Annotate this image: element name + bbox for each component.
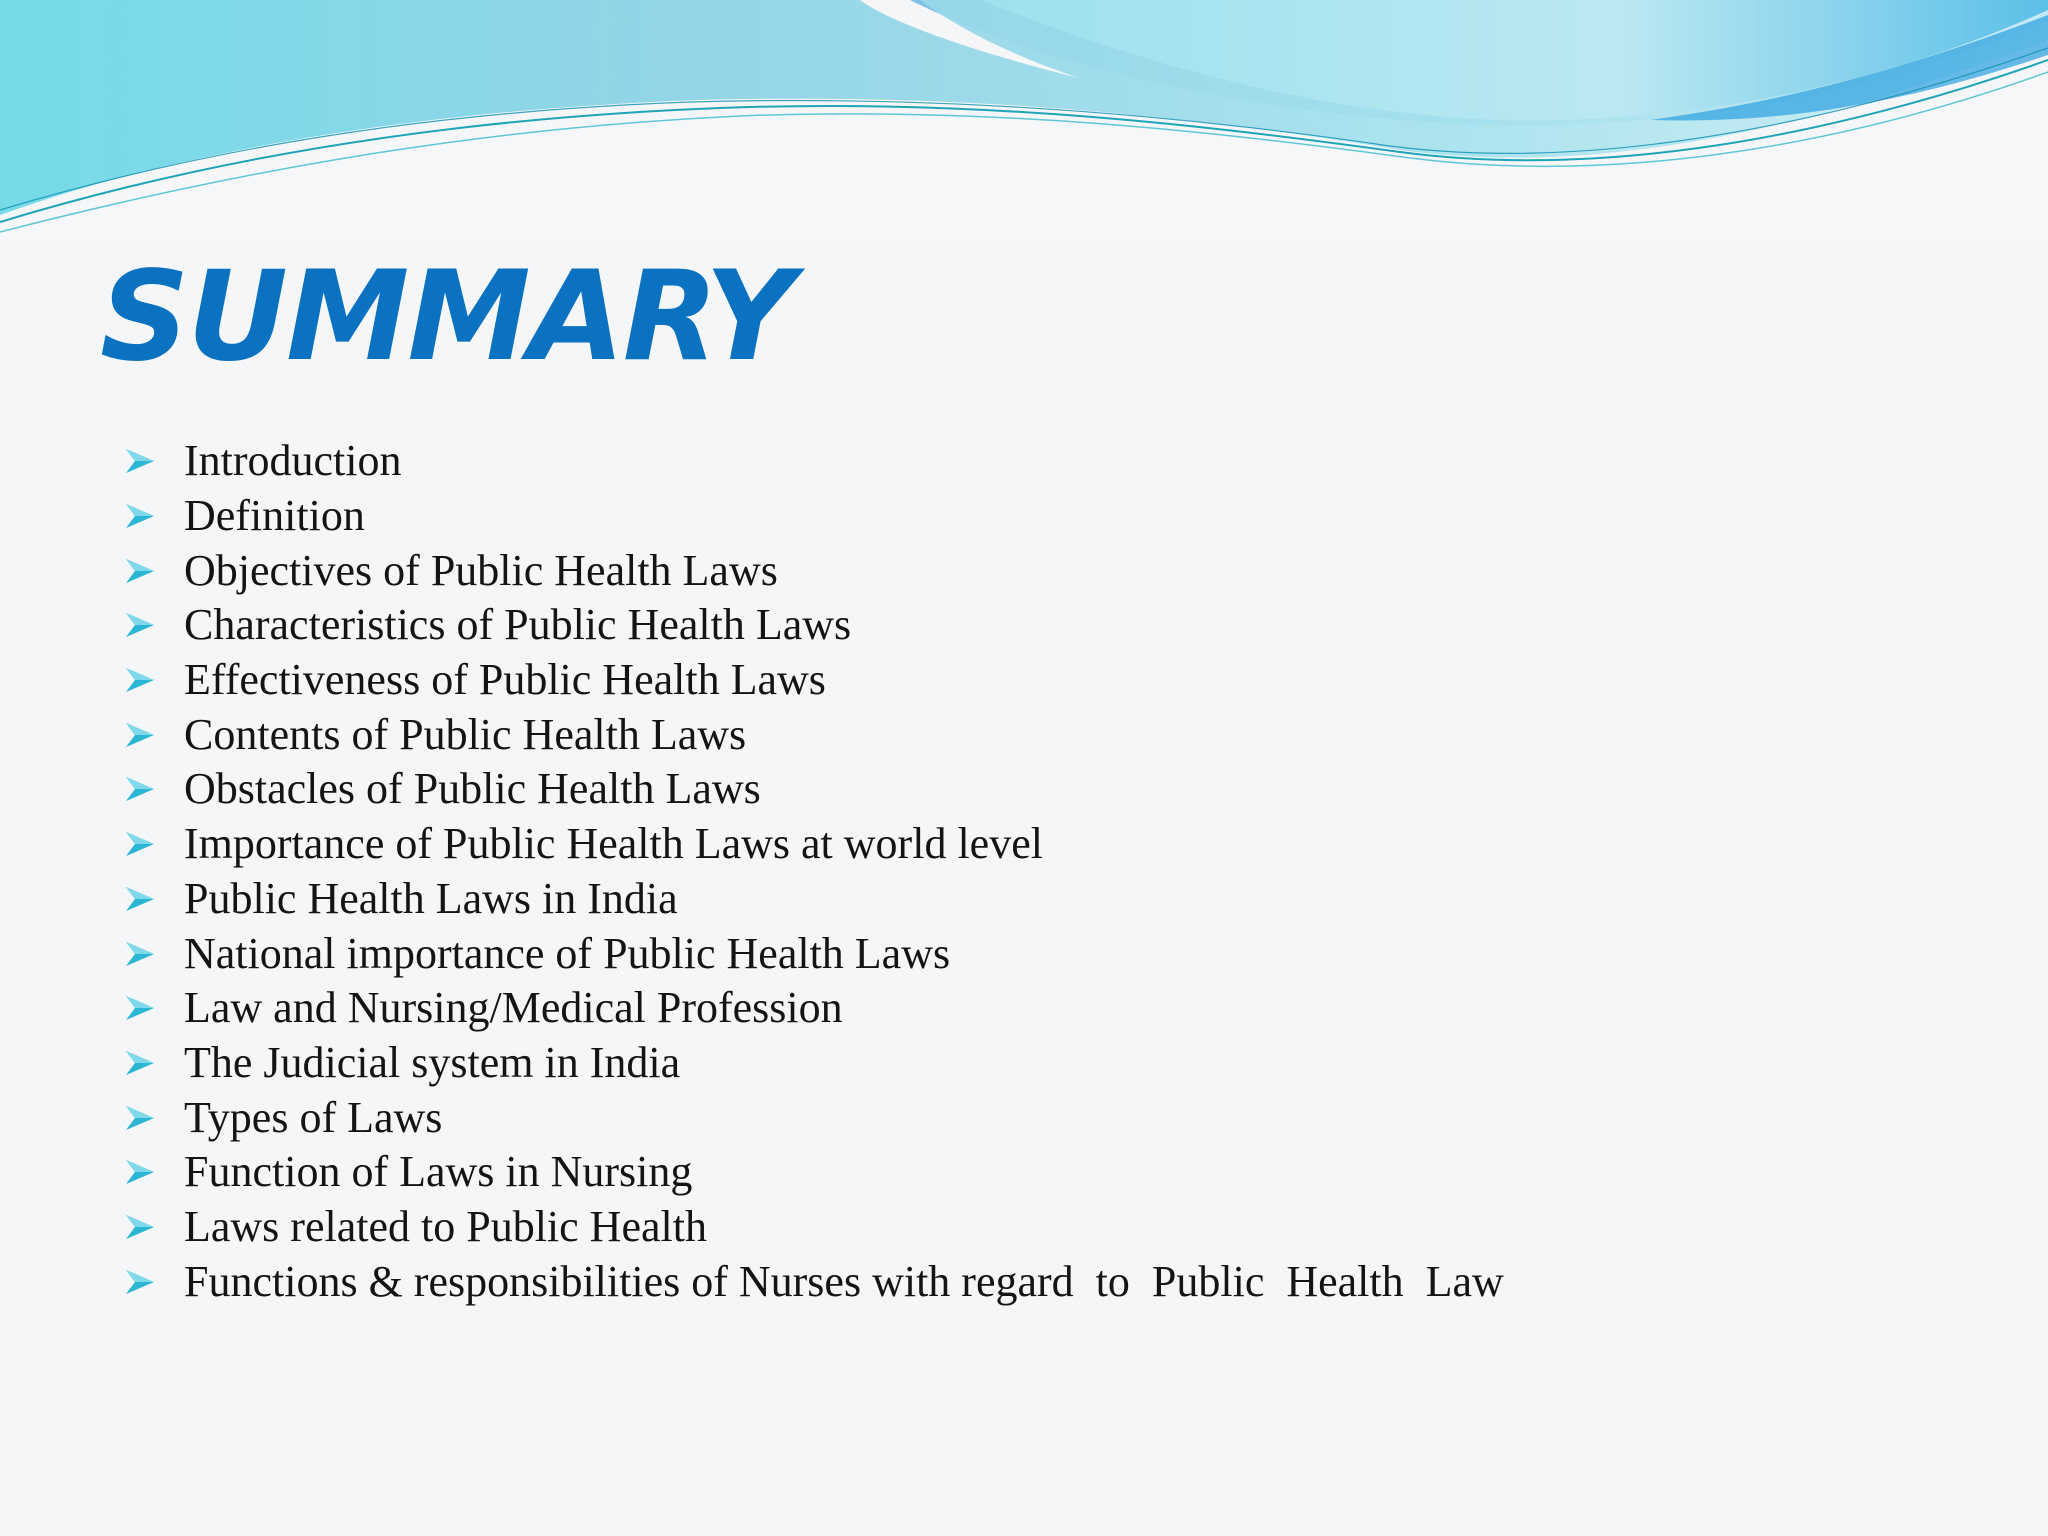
list-item [122,926,1504,981]
list-item [122,872,1504,927]
list-item [122,762,1504,817]
list-item-text: The Judicial system in India [184,1037,681,1087]
arrow-bullet-icon [122,556,168,586]
arrow-bullet-icon [122,993,168,1023]
summary-list [122,434,1504,1309]
arrow-bullet-icon [122,1267,168,1297]
list-item [122,1254,1504,1309]
arrow-bullet-icon [122,1157,168,1187]
arrow-bullet-icon [122,774,168,804]
arrow-bullet-icon [122,1048,168,1078]
list-item-text: Laws related to Public Health [184,1201,707,1251]
list-item-text: National importance of Public Health Laws [184,928,951,978]
list-item [122,1145,1504,1200]
header-wave-decoration [0,0,2048,240]
list-item [122,1090,1504,1145]
arrow-bullet-icon [122,939,168,969]
list-item [122,707,1504,762]
list-item [122,489,1504,544]
list-item-text: Characteristics of Public Health Laws [184,600,852,650]
list-item [122,817,1504,872]
list-item [122,598,1504,653]
arrow-bullet-icon [122,884,168,914]
arrow-bullet-icon [122,665,168,695]
arrow-bullet-icon [122,1212,168,1242]
list-item [122,981,1504,1036]
list-item [122,434,1504,489]
list-item [122,1036,1504,1091]
list-item-text: Function of Laws in Nursing [184,1147,693,1197]
list-item [122,1200,1504,1255]
list-item [122,543,1504,598]
slide-title: SUMMARY [100,245,793,389]
arrow-bullet-icon [122,501,168,531]
list-item-text: Objectives of Public Health Laws [184,545,778,595]
list-item-text: Contents of Public Health Laws [184,709,747,759]
arrow-bullet-icon [122,446,168,476]
arrow-bullet-icon [122,610,168,640]
list-item-text: Effectiveness of Public Health Laws [184,655,826,705]
list-item-text: Public Health Laws in India [184,873,678,923]
list-item-text: Types of Laws [184,1092,443,1142]
arrow-bullet-icon [122,1103,168,1133]
list-item-text: Introduction [184,436,402,486]
list-item [122,653,1504,708]
list-item-text: Law and Nursing/Medical Profession [184,983,843,1033]
list-item-text: Importance of Public Health Laws at world level [184,819,1043,869]
list-item-text: Obstacles of Public Health Laws [184,764,761,814]
arrow-bullet-icon [122,720,168,750]
list-item-text: Functions & responsibilities of Nurses with regard to Public Health Law [184,1256,1504,1306]
arrow-bullet-icon [122,829,168,859]
list-item-text: Definition [184,491,365,541]
